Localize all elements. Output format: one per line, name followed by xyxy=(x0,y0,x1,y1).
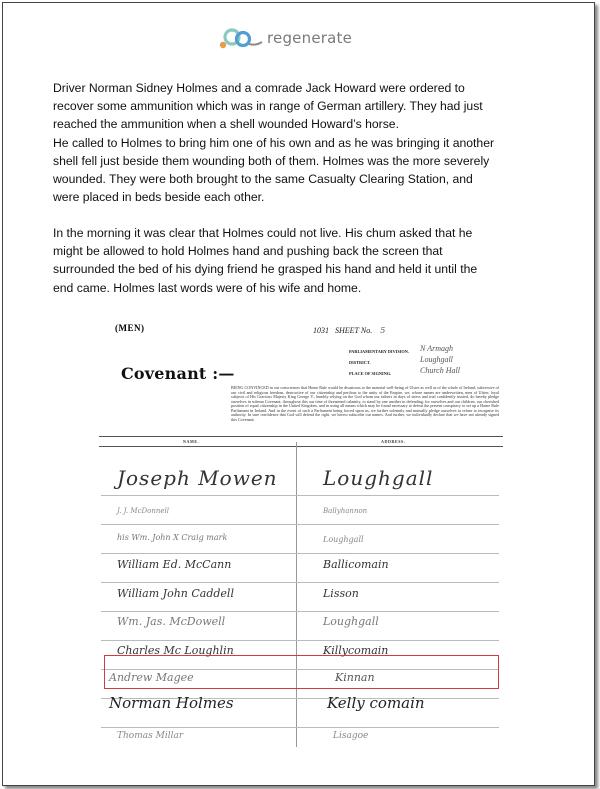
meta-label-division: PARLIAMENTARY DIVISION. xyxy=(349,349,409,354)
signature-name: Thomas Millar xyxy=(117,731,184,741)
row-line xyxy=(101,495,499,496)
meta-label-district: DISTRICT. xyxy=(349,360,371,365)
signature-name-norman-holmes: Norman Holmes xyxy=(109,694,234,712)
regenerate-wordmark: regenerate xyxy=(267,29,353,47)
story-line: He called to Holmes to bring him one of his own and as he was bringing it another xyxy=(53,135,495,150)
row-line xyxy=(101,640,499,641)
header-rule xyxy=(99,436,503,437)
covenant-document-image xyxy=(95,317,507,765)
sheet-label: SHEET No. xyxy=(335,326,373,335)
signature-address: Lisson xyxy=(323,587,359,600)
column-header-name: NAME. xyxy=(183,439,200,444)
signature-address-norman-holmes: Kelly comain xyxy=(327,694,425,712)
signature-name: his Wm. John X Craig mark xyxy=(117,533,228,542)
signature-name: Andrew Magee xyxy=(109,671,194,684)
story-line: were placed in beds beside each other. xyxy=(53,190,265,205)
row-line xyxy=(101,524,499,525)
story-paragraph-2 xyxy=(53,224,543,297)
signature-address: Kinnan xyxy=(335,671,375,684)
story-line: recover some ammunition which was in range of German artillery. They had just xyxy=(53,99,483,114)
meta-value-division: N Armagh xyxy=(420,344,453,353)
sheet-number xyxy=(313,326,385,335)
covenant-preamble: BEING CONVINCED in our consciences that Home Rule would be disastrous to the material well-being of Ulster as well as of the whole of Ireland, subversive of our civil and religious freedom, destructive of our citizenship and perilous to the unity of the Empire, we, whose names are underwritten, men of Ulster, loyal subjects of His Gracious Majesty King George V., humbly relying on the God whom our fathers in days of stress and trial confidently trusted, do hereby pledge ourselves in solemn Covenant, throughout this our time of threatened calamity, to stand by one another in defending, for ourselves and our children, our cherished position of equal citizenship in the United Kingdom, and in using all means which may be found necessary to defeat the present conspiracy to set up a Home Rule Parliament in Ireland. And in the event of such a Parliament being forced upon us, we further solemnly and mutually pledge ourselves to refuse to recognise its authority. In sure confidence that God will defend the right, we hereto subscribe our names. And further, we individually declare that we have not already signed this Covenant. xyxy=(231,385,499,422)
meta-label-place: PLACE OF SIGNING. xyxy=(349,371,392,376)
story-line: shell fell just beside them wounding both of them. Holmes was the more severely xyxy=(53,153,490,168)
row-line xyxy=(101,553,499,554)
column-divider xyxy=(296,442,297,747)
signature-address: Ballyhannon xyxy=(323,507,368,515)
signature-name: William John Caddell xyxy=(117,587,234,600)
men-label: (MEN) xyxy=(115,323,145,333)
story-paragraph-1 xyxy=(53,79,543,206)
row-line xyxy=(101,727,499,728)
story-line: surrounded the bed of his dying friend he grasped his hand and held it until the xyxy=(53,262,478,277)
story-line: reached the ammunition when a shell wounded Howard’s horse. xyxy=(53,117,399,132)
signature-address: Killycomain xyxy=(323,644,389,657)
signature-name: J. J. McDonnell xyxy=(117,507,169,515)
story-line: might be allowed to hold Holmes hand and pushing back the screen that xyxy=(53,244,443,259)
story-line: end came. Holmes last words were of his wife and home. xyxy=(53,280,362,295)
covenant-title: Covenant :— xyxy=(121,364,235,383)
story-line: Driver Norman Sidney Holmes and a comrade Jack Howard were ordered to xyxy=(53,81,465,95)
signature-address: Loughgall xyxy=(323,466,434,490)
regenerate-logo xyxy=(210,24,385,54)
signature-address: Lisagoe xyxy=(333,731,369,741)
meta-value-place: Church Hall xyxy=(420,366,460,375)
column-header-address: ADDRESS. xyxy=(381,439,406,444)
regenerate-logo-icon xyxy=(210,24,270,54)
header-rule xyxy=(99,446,503,447)
story-line: In the morning it was clear that Holmes could not live. His chum asked that he xyxy=(53,226,473,240)
sheet-number-value: 5 xyxy=(380,326,386,335)
row-line xyxy=(101,611,499,612)
signature-name: Wm. Jas. McDowell xyxy=(117,615,226,628)
signature-name: Joseph Mowen xyxy=(117,466,278,490)
row-line xyxy=(101,582,499,583)
signature-address: Loughgall xyxy=(323,615,379,628)
meta-value-district: Loughgall xyxy=(420,355,453,364)
story-line: wounded. They were both brought to the same Casualty Clearing Station, and xyxy=(53,172,473,187)
signature-address: Ballicomain xyxy=(323,558,389,571)
signature-name: William Ed. McCann xyxy=(117,558,232,571)
signature-name: Charles Mc Loughlin xyxy=(117,644,234,657)
norman-holmes-highlight-box xyxy=(104,655,499,689)
sheet-prefix: 1031 xyxy=(313,326,329,335)
signature-address: Loughgall xyxy=(323,535,364,544)
